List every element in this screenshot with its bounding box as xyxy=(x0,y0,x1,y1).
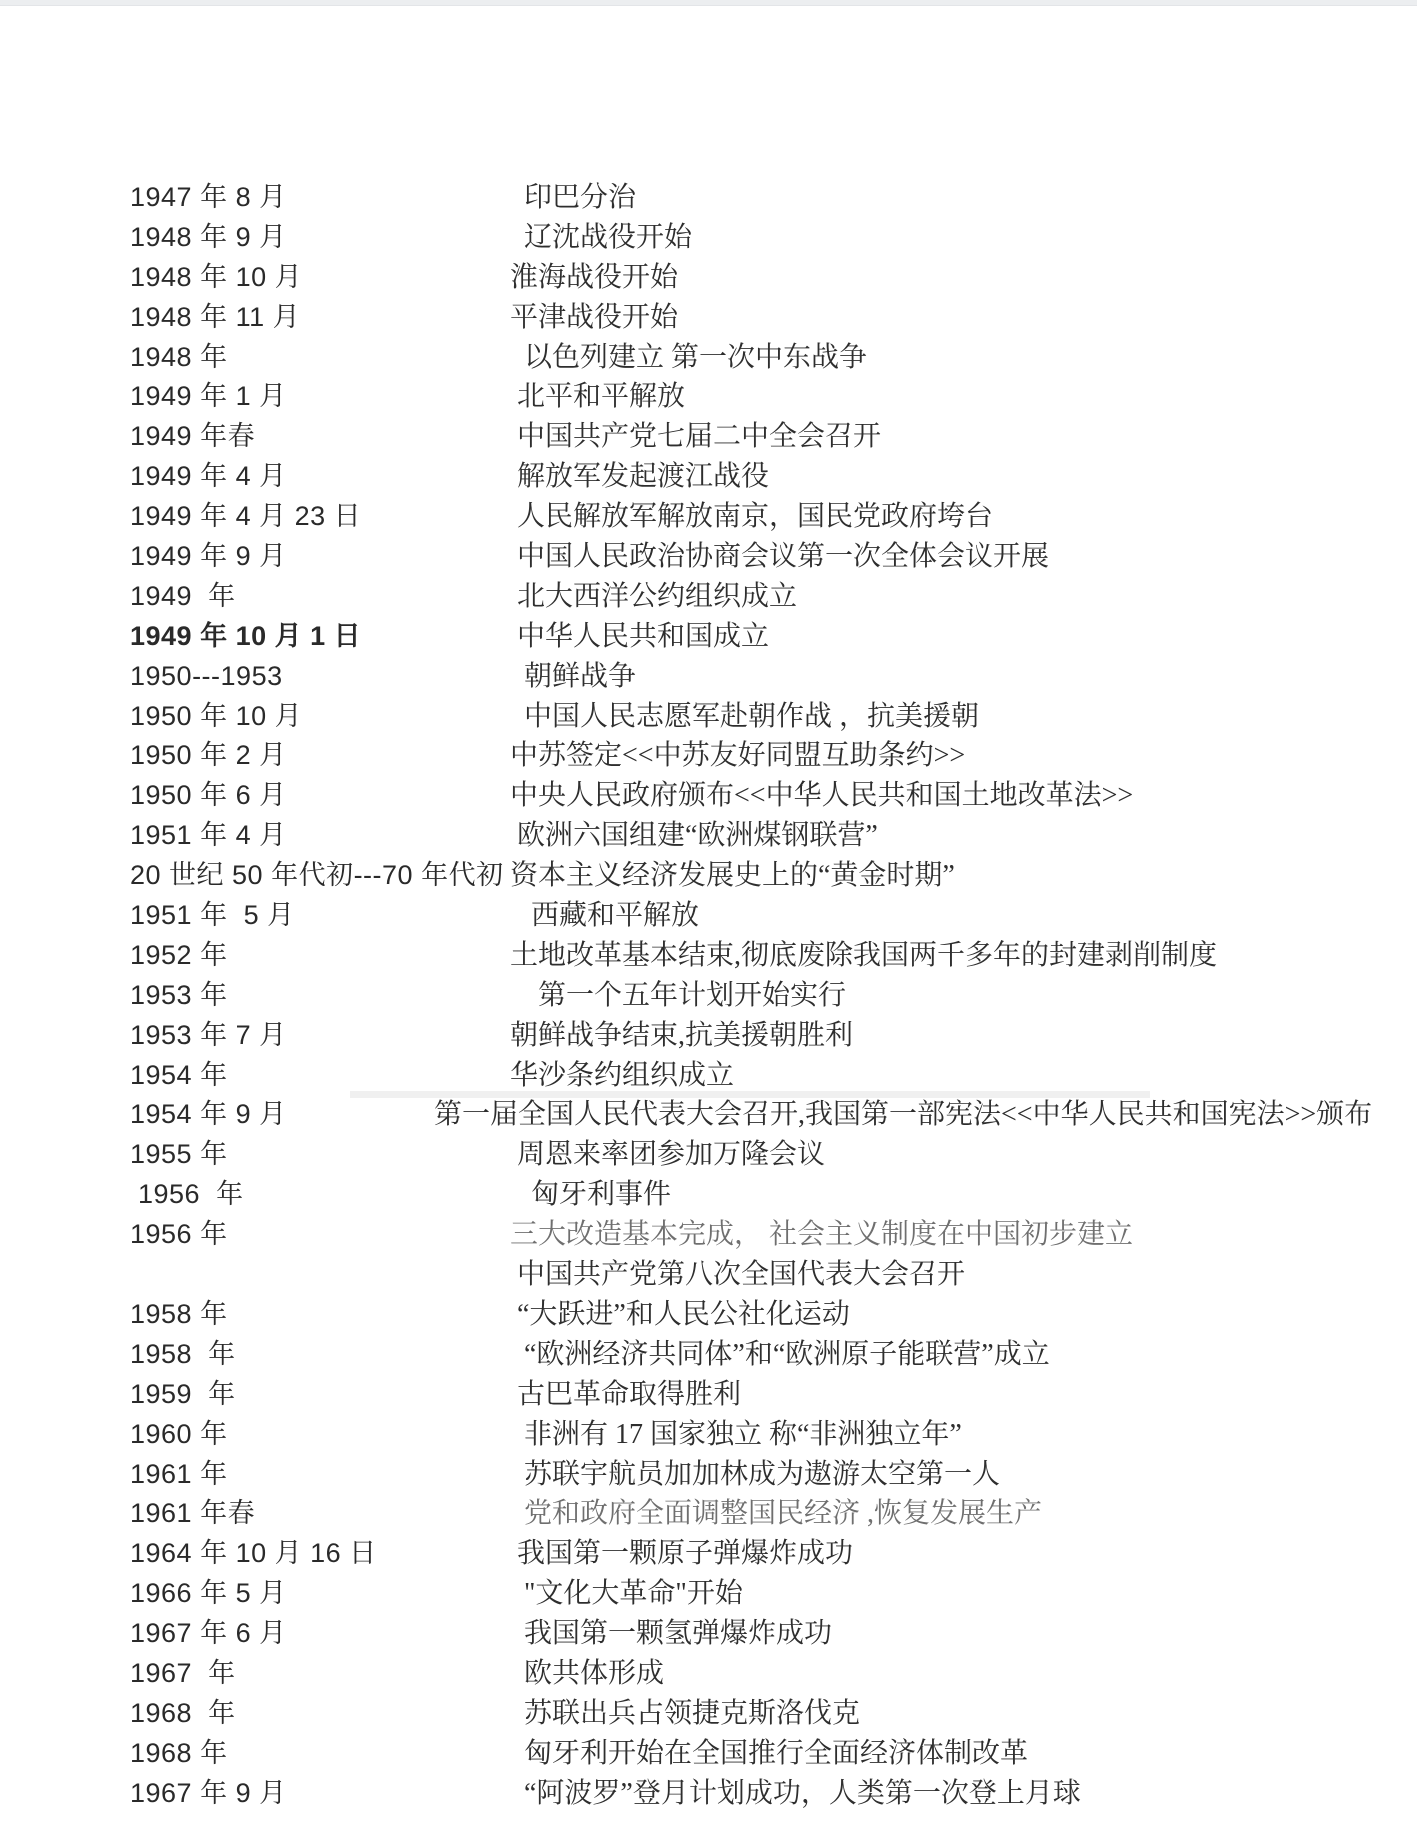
timeline-row xyxy=(0,896,1417,936)
timeline-row xyxy=(0,1494,1417,1534)
row-date: 1968 年 xyxy=(130,1697,236,1728)
row-event: 淮海战役开始 xyxy=(510,261,679,293)
row-date: 1948 年 9 月 xyxy=(130,221,287,252)
row-date: 1966 年 5 月 xyxy=(130,1578,287,1609)
timeline-row xyxy=(0,736,1417,776)
row-date: 1948 年 10 月 xyxy=(130,261,303,292)
row-date: 1953 年 xyxy=(130,979,228,1010)
row-event: 匈牙利事件 xyxy=(510,1179,672,1211)
row-date: 1949 年 9 月 xyxy=(130,541,287,572)
row-event: “欧洲经济共同体”和“欧洲原子能联营”成立 xyxy=(510,1338,1050,1370)
timeline-row xyxy=(0,1694,1417,1734)
row-date: 1948 年 xyxy=(130,341,228,372)
row-event: 中华人民共和国成立 xyxy=(510,620,770,652)
row-date: 1967 年 xyxy=(130,1657,236,1688)
row-event: 我国第一颗原子弹爆炸成功 xyxy=(510,1538,854,1570)
timeline-row xyxy=(0,657,1417,697)
row-event: 党和政府全面调整国民经济 ,恢复发展生产 xyxy=(510,1498,1043,1530)
row-event: 北大西洋公约组织成立 xyxy=(510,580,798,612)
row-date: 20 世纪 50 年代初---70 年代初 xyxy=(130,860,504,891)
timeline-row xyxy=(0,298,1417,338)
row-event: 第一届全国人民代表大会召开,我国第一部宪法<<中华人民共和国宪法>>颁布 xyxy=(434,1099,1373,1131)
timeline-row xyxy=(0,776,1417,816)
row-date: 1956 年 xyxy=(130,1219,228,1250)
row-date: 1947 年 8 月 xyxy=(130,182,287,212)
row-date: 1958 年 xyxy=(130,1338,236,1369)
row-date: 1964 年 10 月 16 日 xyxy=(130,1538,377,1569)
row-date: 1949 年 10 月 1 日 xyxy=(130,620,362,651)
timeline-row xyxy=(0,1734,1417,1774)
row-event: 中央人民政府颁布<<中华人民共和国土地改革法>> xyxy=(510,780,1134,812)
row-event: 以色列建立 第一次中东战争 xyxy=(510,341,868,373)
timeline-row xyxy=(0,218,1417,258)
row-event: 三大改造基本完成， 社会主义制度在中国初步建立 xyxy=(510,1219,1134,1251)
timeline-row xyxy=(0,856,1417,896)
row-event: 北平和平解放 xyxy=(510,381,686,413)
row-date: 1949 年春 xyxy=(130,421,256,452)
timeline-row xyxy=(0,258,1417,298)
row-event: 匈牙利开始在全国推行全面经济体制改革 xyxy=(510,1737,1029,1769)
row-event: 印巴分治 xyxy=(510,182,637,213)
timeline-row xyxy=(0,338,1417,378)
row-date: 1958 年 xyxy=(130,1298,228,1329)
timeline-row xyxy=(0,1135,1417,1175)
row-date: 1960 年 xyxy=(130,1418,228,1449)
row-date: 1949 年 xyxy=(130,580,236,611)
timeline-row xyxy=(0,1774,1417,1814)
timeline-row xyxy=(0,976,1417,1016)
row-date: 1961 年春 xyxy=(130,1498,256,1529)
timeline-row xyxy=(0,1614,1417,1654)
row-event: 华沙条约组织成立 xyxy=(510,1059,735,1091)
row-date: 1954 年 xyxy=(130,1059,228,1090)
row-date: 1959 年 xyxy=(130,1378,236,1409)
row-event: 苏联宇航员加加林成为遨游太空第一人 xyxy=(510,1458,1001,1490)
row-event: 中苏签定<<中苏友好同盟互助条约>> xyxy=(510,740,966,772)
row-date: 1951 年 4 月 xyxy=(130,820,287,851)
row-event: “阿波罗”登月计划成功，人类第一次登上月球 xyxy=(510,1777,1081,1809)
row-date: 1954 年 9 月 xyxy=(130,1099,287,1130)
timeline-row xyxy=(0,1295,1417,1335)
row-event: 朝鲜战争结束,抗美援朝胜利 xyxy=(510,1019,854,1051)
row-event: 古巴革命取得胜利 xyxy=(510,1378,742,1410)
timeline-row xyxy=(0,936,1417,976)
row-event: 人民解放军解放南京，国民党政府垮台 xyxy=(510,501,994,533)
row-date: 1961 年 xyxy=(130,1458,228,1489)
row-date: 1952 年 xyxy=(130,939,228,970)
row-date: 1968 年 xyxy=(130,1737,228,1768)
row-event: 中国共产党七届二中全会召开 xyxy=(510,421,882,453)
timeline-row xyxy=(0,697,1417,737)
row-event: 辽沈战役开始 xyxy=(510,221,693,253)
timeline-row xyxy=(0,1215,1417,1255)
row-date: 1949 年 4 月 23 日 xyxy=(130,501,362,532)
row-event: 解放军发起渡江战役 xyxy=(510,461,770,493)
timeline-row xyxy=(0,1095,1417,1135)
row-date: 1955 年 xyxy=(130,1139,228,1170)
row-event: 欧洲六国组建“欧洲煤钢联营” xyxy=(510,820,878,852)
row-event: 我国第一颗氢弹爆炸成功 xyxy=(510,1618,833,1650)
timeline-row xyxy=(0,1056,1417,1096)
timeline-row xyxy=(0,1016,1417,1056)
row-date: 1967 年 6 月 xyxy=(130,1618,287,1649)
row-event: 周恩来率团参加万隆会议 xyxy=(510,1139,826,1171)
row-event: 欧共体形成 xyxy=(510,1657,665,1689)
timeline-row xyxy=(0,1455,1417,1495)
timeline-row xyxy=(0,617,1417,657)
timeline-row xyxy=(0,457,1417,497)
timeline-list xyxy=(0,178,1417,1814)
row-event: "文化大革命"开始 xyxy=(510,1578,743,1610)
timeline-row xyxy=(0,178,1417,218)
timeline-row xyxy=(0,1574,1417,1614)
row-event: “大跃进”和人民公社化运动 xyxy=(510,1298,850,1330)
row-date: 1956 年 xyxy=(130,1179,244,1210)
row-date: 1949 年 1 月 xyxy=(130,381,287,412)
timeline-row xyxy=(0,1534,1417,1574)
timeline-row xyxy=(0,1654,1417,1694)
timeline-row xyxy=(0,1415,1417,1455)
row-event: 资本主义经济发展史上的“黄金时期” xyxy=(510,860,955,892)
row-date: 1950 年 10 月 xyxy=(130,700,303,731)
timeline-row xyxy=(0,537,1417,577)
row-event: 第一个五年计划开始实行 xyxy=(510,979,847,1011)
row-date: 1950 年 6 月 xyxy=(130,780,287,811)
row-event: 中国人民政治协商会议第一次全体会议开展 xyxy=(510,541,1050,573)
row-event: 中国共产党第八次全国代表大会召开 xyxy=(510,1259,966,1291)
row-date: 1949 年 4 月 xyxy=(130,461,287,492)
row-date: 1951 年 5 月 xyxy=(130,900,295,931)
timeline-row xyxy=(0,417,1417,457)
row-event: 土地改革基本结束,彻底废除我国两千多年的封建剥削制度 xyxy=(510,939,1218,971)
row-event: 苏联出兵占领捷克斯洛伐克 xyxy=(510,1697,861,1729)
row-event: 西藏和平解放 xyxy=(510,900,700,932)
timeline-row xyxy=(0,377,1417,417)
timeline-row xyxy=(0,1375,1417,1415)
row-date: 1950---1953 xyxy=(130,660,283,691)
timeline-row xyxy=(0,497,1417,537)
timeline-row xyxy=(0,816,1417,856)
row-event: 平津战役开始 xyxy=(510,301,679,333)
window-top-bar xyxy=(0,0,1417,6)
timeline-row xyxy=(0,1175,1417,1215)
row-event: 中国人民志愿军赴朝作战 ，抗美援朝 xyxy=(510,700,980,732)
timeline-row xyxy=(0,577,1417,617)
timeline-row xyxy=(0,1335,1417,1375)
row-date: 1950 年 2 月 xyxy=(130,740,287,771)
row-date: 1967 年 9 月 xyxy=(130,1777,287,1808)
timeline-row xyxy=(0,1255,1417,1295)
row-date: 1953 年 7 月 xyxy=(130,1019,287,1050)
row-event: 非洲有 17 国家独立 称“非洲独立年” xyxy=(510,1418,962,1450)
row-date: 1948 年 11 月 xyxy=(130,301,301,332)
row-event: 朝鲜战争 xyxy=(510,660,637,692)
